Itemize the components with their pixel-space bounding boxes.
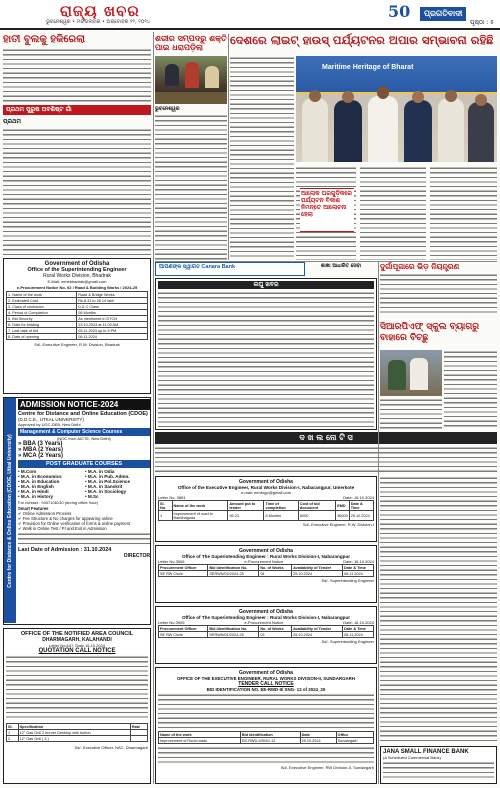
story-body-2: [3, 128, 151, 266]
ee-signature: Sd/- Executive Engineer, R.W. Division-I: [302, 522, 374, 527]
pg-courses: [18, 469, 150, 499]
table-row: [159, 511, 374, 521]
course-item: » BBA (3 Years): [18, 441, 63, 447]
crpf-photo: [380, 350, 442, 396]
table-cell: 36000: [336, 511, 350, 521]
story-headline-3: ଦୁର୍ଗାପୂଜାରେ ଭିଡ଼ ନିୟନ୍ତ୍ରଣ: [380, 262, 460, 271]
table-cell: EE-RWD-II/SNG-12: [240, 738, 300, 744]
story-body: [3, 48, 151, 102]
table-row: [159, 738, 374, 744]
pg-course-item: • M.A. in Odia: [85, 469, 115, 474]
table-row: [7, 736, 148, 742]
notice-number: e-Procurement Notice No. 02 / Road & Building Works / 2024-25: [16, 285, 138, 290]
cde-approval: Approved by UGC-DEB, New Delhi: [18, 422, 81, 427]
canara-text: ଆପଣଙ୍କ ସ୍ୱାଗତ Canara Bank: [159, 264, 236, 270]
pg-course-item: • M.A. in Pub. Admn.: [85, 474, 130, 479]
table-header-cell: Date & Time: [349, 501, 373, 511]
table-row: [159, 571, 374, 577]
side-banner: Centre for Distance & Online Education (CDOE, Utkal University): [7, 434, 13, 588]
notice-signature: Sd/- Executive Engineer, R.W. Division, Bhadrak: [34, 342, 120, 347]
sn-table: [158, 731, 374, 744]
pg-course-item: • M.A. in Economics: [18, 474, 62, 479]
notice-odia-tender: [155, 278, 377, 430]
nac-sub: DHARMAGARH, KALAHANDI: [42, 637, 112, 643]
table-header-cell: Sl. No.: [159, 501, 173, 511]
canara-sub: ଶାଖା ଆଧାରିତ ସେବା: [320, 263, 362, 269]
table-cell: 8. Date of opening: [7, 334, 77, 340]
pg-course-item: • M.A. in History: [18, 494, 54, 499]
table-cell: Road & Bridge Works: [77, 292, 148, 298]
nac-letter: Letter No.647, Date 16.10.2024: [48, 643, 106, 648]
table-header-cell: Cost of bid document: [298, 501, 335, 511]
nac-signature: Sd/- Executive Officer, NAC, Dharmagarh: [74, 745, 148, 750]
ee-email: e-mail: eenbrgp@gmail.com: [240, 490, 292, 495]
se1-office: Office of The Superintending Engineer : Rural Works Division-I, Nabarangpur: [181, 554, 351, 559]
admission-contact: For contact : 9437106130 (during office hour): [18, 500, 99, 505]
table-header-cell: No. of Works: [259, 565, 292, 571]
admission-notice: [3, 397, 151, 625]
table-cell: 1: [7, 730, 19, 736]
main-story-body: [230, 56, 294, 260]
nac-table: [6, 723, 148, 742]
table-row: [159, 632, 374, 638]
dateline: ଭୁବନେଶ୍ୱର • ମଙ୍ଗଳବାର • ଅକ୍ଟୋବର ୨୨, ୨୦୨୪: [46, 19, 151, 25]
table-header-cell: Amount put to tender: [228, 501, 264, 511]
se2-govt: Government of Odisha: [239, 609, 293, 615]
sn-tender: TENDER CALL NOTICE: [238, 681, 294, 687]
table-cell: 5. Bid Security: [7, 316, 77, 322]
table-header-cell: Specification: [18, 724, 130, 730]
masthead: [0, 0, 500, 30]
table-cell: 1: [159, 511, 173, 521]
table-cell: SE RW Circle: [159, 632, 208, 638]
table-cell: 1. Name of the work: [7, 292, 77, 298]
pg-heading: POST GRADUATE COURSES: [18, 460, 150, 468]
feature-item: ✔ Provision for Online verification of forms & online payment: [18, 521, 131, 526]
table-cell: 12" Gas Grill ( 3 ): [18, 736, 130, 742]
admission-title: ADMISSION NOTICE-2024: [18, 399, 150, 410]
main-photo: [296, 56, 497, 162]
table-cell: 04: [259, 571, 292, 577]
quotation-notice: [3, 628, 151, 784]
table-header-cell: Name of the work: [159, 732, 241, 738]
table-cell: 12" Gas Grill 2 burner Desktop with button: [18, 730, 130, 736]
notice-gov-bhadrak: [3, 258, 151, 394]
table-cell: Rs.8.31 to 28.14 lakh: [77, 298, 148, 304]
table-header-cell: Bid Identification No.: [208, 565, 259, 571]
table-cell: 36.23: [228, 511, 264, 521]
public-notice-title: ଦ ଖ ଲ ନୋ ଟି ସ: [299, 433, 353, 442]
table-header-cell: Name of the work: [172, 501, 228, 511]
se2-date: Date: 16.10.2024: [343, 620, 374, 625]
jana-bank-name: JANA SMALL FINANCE BANK: [383, 749, 469, 755]
ee-office: Office of the Executive Engineer, Rural Works Division-I, Nabarangpur, Umerkote: [177, 485, 355, 490]
notice-se-1: [155, 545, 377, 603]
notice-se-2: [155, 606, 377, 664]
table-cell: Sundargarh: [336, 738, 373, 744]
pg-course-item: • M.A. in Sanskrit: [85, 484, 123, 489]
mgmt-sub: (NOC from AICTE, New Delhi): [57, 436, 111, 441]
table-header-cell: Date & Time: [343, 565, 374, 571]
feature-item: Smart Features: [18, 506, 49, 511]
notice-email: E-Mail: eerwbhadrak@gmail.com: [47, 279, 107, 284]
story-subhead: ପ୍ରଥମ ପୁରୁଷ ଅବଶିଷ୍ଟ ଗାଁ: [3, 105, 151, 115]
se2-office: Office of The Superintending Engineer : Rural Works Division-I, Nabarangpur: [181, 615, 351, 620]
cde-name: Centre for Distance and Online Education (CDOE): [18, 411, 148, 417]
sn-office: OFFICE OF THE EXECUTIVE ENGINEER, RURAL WORKS DIVISION-II, SUNDARGARH: [177, 676, 355, 681]
story-crpf: [380, 322, 497, 348]
se2-letter: Letter No.3905: [158, 620, 185, 625]
photo-banner-text: Maritime Heritage of Bharat: [322, 64, 414, 71]
table-cell: 06 Months: [77, 310, 148, 316]
story-section: ପ୍ରଥମ: [3, 118, 22, 125]
table-cell: 2: [7, 736, 19, 742]
table-header-cell: Date & Time: [343, 626, 374, 632]
nac-quote-title: QUOTATION CALL NOTICE: [38, 648, 116, 654]
section-title: ରାଜ୍ୟ ଖବର: [60, 2, 140, 20]
table-row: [7, 334, 148, 340]
admission-director: DIRECTOR: [123, 553, 150, 559]
table-cell: 25.10.2024: [292, 571, 343, 577]
story-elephant: [3, 34, 151, 256]
main-headline-block: [230, 33, 497, 55]
table-cell: 08.11.2024: [343, 571, 374, 577]
pg-course-item: • M.A. in Sociology: [85, 489, 127, 494]
sn-signature: Sd/- Executive Engineer, RW Division-II, Sundargarh: [280, 765, 374, 770]
table-cell: 6 Months: [264, 511, 298, 521]
table-cell: 05.11.2024 up to 5 PM: [77, 328, 148, 334]
notice-division: Rural Works Division, Bhadrak: [43, 273, 111, 279]
jana-bank-sub: (A Scheduled Commercial Bank): [383, 755, 441, 760]
notice-table: [6, 291, 148, 340]
table-header-cell: Date: [300, 732, 336, 738]
public-notice-body: [380, 476, 497, 744]
table-cell: 03: [259, 632, 292, 638]
odia-notice-label: ଲଘୁ ଖବର: [158, 281, 374, 289]
pull-quote: [300, 188, 354, 232]
se1-letter: Letter No.3906: [158, 559, 185, 564]
pg-course-item: • M.A. in Pol.Science: [85, 479, 131, 484]
table-header-cell: Bid Identification No.: [208, 626, 259, 632]
course-item: » MBA (2 Years): [18, 447, 64, 453]
feature-item: ✔ Online Admission Process: [18, 511, 72, 516]
story-arrest: [155, 34, 227, 260]
se2-signature: Sd/- Superintending Engineer: [321, 639, 374, 644]
table-header: [159, 501, 374, 511]
table-header-cell: Availability of Tender: [292, 565, 343, 571]
main-headline: ଦେଶରେ ଲାଇଟ୍‍ ହାଉସ୍‍ ପର୍ଯ୍ୟଟନର ଅପାର ସମ୍ଭାବନା ରହିଛି: [230, 33, 494, 47]
table-cell: Improvement of Rural roads: [159, 738, 241, 744]
table-header-cell: EMD: [336, 501, 350, 511]
notice-govt: Government of Odisha: [44, 261, 110, 267]
se1-proc: e-Procurement Notice: [244, 559, 284, 564]
table-header-cell: No. of Works: [259, 626, 292, 632]
notice-sundargarh: [155, 667, 377, 784]
table-header-cell: Sl.: [7, 724, 19, 730]
ee-letter: Letter No. 3881: [158, 495, 186, 500]
table-cell: 25.10.2024: [292, 632, 343, 638]
table-cell: 6. Date for bidding: [7, 322, 77, 328]
table-header-cell: Procurement Officer: [159, 565, 208, 571]
arrest-photo: [155, 56, 227, 104]
public-notice-band: [155, 432, 497, 444]
mgmt-heading: Management & Computer Science Courses: [18, 428, 150, 436]
canara-ad: [155, 262, 305, 276]
jana-bank-ad: [380, 746, 497, 784]
table-header-cell: Availability of Tender: [292, 626, 343, 632]
table-cell: 23.10.2024 at 11.00 AM: [77, 322, 148, 328]
brand-logo: ପ୍ରଗତିବାଦୀ: [420, 7, 466, 21]
feature-item: ✔ Walk in Online Test / PI and Exit in Admission: [18, 526, 107, 531]
table-cell: SE RW Circle: [159, 571, 208, 577]
se1-date: Date: 16.10.2024: [343, 559, 374, 564]
se1-govt: Government of Odisha: [239, 548, 293, 554]
table-header-cell: Time of completion: [264, 501, 298, 511]
table-cell: SERWN/01/2024-25: [208, 632, 259, 638]
smart-features: [18, 506, 150, 531]
table-cell: 29.10.2024: [300, 738, 336, 744]
table-cell: Improvement of road to Bandhaguda: [172, 511, 228, 521]
table-cell: 2. Estimated Cost: [7, 298, 77, 304]
story-headline: ହାତୀ ବୁଲକୁ ହକିରେଲା: [3, 34, 85, 45]
table-cell: 7. Last date of bid: [7, 328, 77, 334]
pull-quote-text: ଆଲୋକ ଘରଗୁଡ଼ିକରେ ପର୍ଯ୍ୟଟନ ବିକାଶ ନିମନ୍ତେ ଆଲୋଚନା ହେଲା: [301, 190, 352, 218]
se2-proc: e-Procurement Notice: [244, 620, 284, 625]
story-headline-2: ଶରୀର ସମ୍ପଦରୁ ଶକ୍ତି ପାଇ ଧରାପଡ଼ିଲା: [155, 34, 227, 52]
table-header-cell: Office: [336, 732, 373, 738]
pg-course-item: • M.Sc: [85, 494, 99, 499]
dateline-label: ଭୁବନେଶ୍ୱର: [155, 106, 180, 112]
table-cell: 3. Class of contractor: [7, 304, 77, 310]
pg-course-item: • M.A. in English: [18, 484, 54, 489]
table-cell: D & C Class: [77, 304, 148, 310]
table-cell: 08.11.2024: [343, 632, 374, 638]
notice-ee-nabarangpur: [155, 476, 377, 542]
se2-table: [158, 625, 374, 638]
table-cell: [130, 736, 147, 742]
table-cell: As mentioned in DTCN: [77, 316, 148, 322]
anniversary-badge: 50: [388, 2, 411, 21]
table-cell: 4. Period of Completion: [7, 310, 77, 316]
table-cell: 6000: [298, 511, 335, 521]
cde-sub: (D.D.C.E., UTKAL UNIVERSITY): [18, 417, 84, 422]
table-cell: 25.10.2024: [349, 511, 373, 521]
pg-course-item: • M.Com: [18, 469, 37, 474]
ee-table: [158, 500, 374, 521]
ee-date: Date: 16.10.2024: [343, 495, 374, 500]
table-header-cell: Bid Identification: [240, 732, 300, 738]
se1-table: [158, 564, 374, 577]
table-cell: 06.11.2024: [77, 334, 148, 340]
course-item: » MCA (2 Years): [18, 453, 64, 459]
table-header-cell: Procurement Officer: [159, 626, 208, 632]
feature-item: ✔ Fee Structure & No charges for appearing online: [18, 516, 113, 521]
admission-last-date: Last Date of Admission : 31.10.2024: [18, 547, 112, 553]
story-durga-puja: [380, 262, 497, 322]
nac-title: OFFICE OF THE NOTIFIED AREA COUNCIL: [20, 631, 134, 637]
se1-signature: Sd/- Superintending Engineer: [321, 578, 374, 583]
table-cell: SERWN/02/2024-25: [208, 571, 259, 577]
ee-govt: Government of Odisha: [239, 479, 293, 485]
pg-course-item: • M.A. in Hindi: [18, 489, 49, 494]
pg-course-item: • M.A. in Education: [18, 479, 60, 484]
page-number: ପୃଷ୍ଠା : ୫: [470, 19, 494, 26]
story-headline-4: ସିଆରପିଏଫ୍‍ ସ୍କୁଲ ବ୍ୟାଗରୁ ବାହାରେ ବିଚ୍ଛୁ: [380, 322, 480, 343]
sn-bid: BID IDENTIFICATION NO. EE-RWD-II/ SNG- 12 of 2024_25: [206, 687, 326, 692]
notice-office: Office of the Superintending Engineer: [27, 267, 127, 273]
sn-govt: Government of Odisha: [239, 670, 293, 676]
mgmt-courses: [18, 441, 150, 459]
table-header-cell: Rate: [130, 724, 147, 730]
